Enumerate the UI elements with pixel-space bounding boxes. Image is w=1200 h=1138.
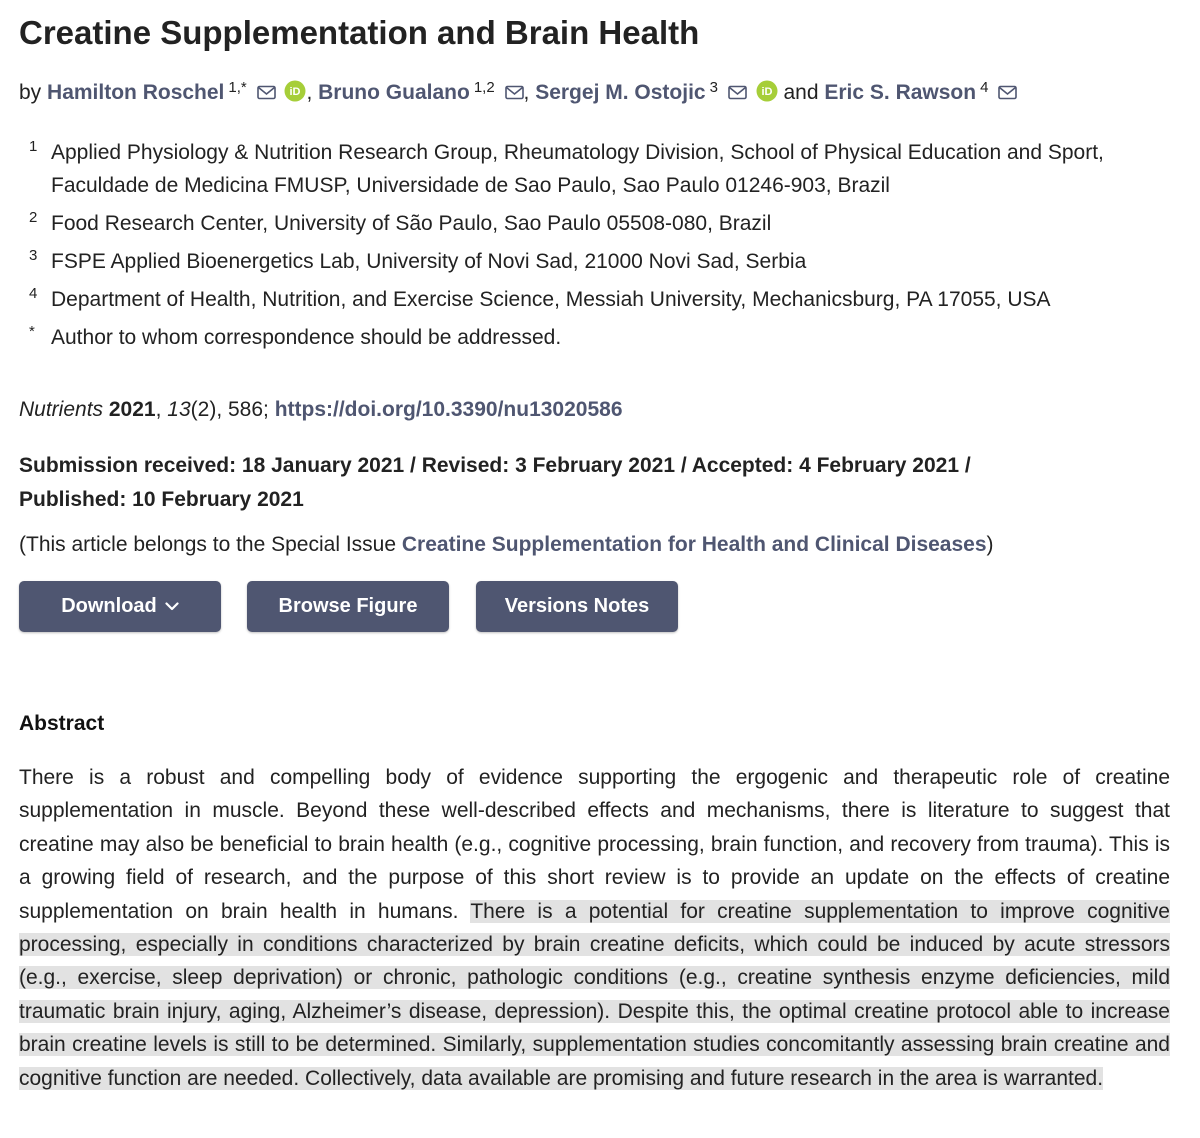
mail-icon[interactable] (257, 85, 276, 100)
mail-icon[interactable] (728, 85, 747, 100)
download-button[interactable] (19, 581, 221, 632)
author-name-rawson[interactable]: Eric S. Rawson (824, 81, 977, 104)
browse-figure-button[interactable]: Browse Figure (247, 581, 449, 632)
and-label: and (783, 81, 819, 104)
affiliation-number: * (29, 323, 35, 340)
author-separator: , (523, 81, 530, 104)
special-issue-link[interactable]: Creatine Supplementation for Health and Clinical Diseases (401, 533, 987, 556)
citation-volume: 13 (167, 398, 191, 421)
by-label: by (19, 81, 42, 104)
versions-notes-button[interactable]: Versions Notes (476, 581, 678, 632)
affiliation-text: Applied Physiology & Nutrition Research Group, Rheumatology Division, School of Physical Education and Sport, Faculdade de Medicina FMUSP, Universidade de Sao Paulo, Sao Paulo 01246-903, Brazil (51, 141, 1104, 197)
dates-line-2: Published: 10 February 2021 (19, 488, 304, 511)
citation-separator: , (155, 398, 162, 421)
affiliation-number: 2 (29, 209, 38, 226)
citation-pages: , 586; (216, 398, 275, 421)
publication-dates (19, 449, 1171, 517)
citation-issue: (2) (190, 398, 217, 421)
author-affiliation-sup: 4 (980, 79, 989, 96)
correspondence-note (19, 321, 1171, 354)
affiliation-item (19, 207, 1171, 240)
citation-year: 2021 (108, 398, 156, 421)
author-name-roschel[interactable]: Hamilton Roschel (47, 81, 225, 104)
author-list (19, 74, 1017, 107)
affiliation-item (19, 136, 1171, 202)
mail-icon[interactable] (505, 85, 524, 100)
doi-link[interactable]: https://doi.org/10.3390/nu13020586 (274, 398, 623, 421)
svg-text:iD: iD (761, 86, 773, 98)
affiliation-number: 3 (29, 247, 38, 264)
special-issue-suffix: ) (986, 533, 994, 556)
affiliation-text: Food Research Center, University of São Paulo, Sao Paulo 05508-080, Brazil (51, 212, 772, 235)
author-separator: , (306, 81, 313, 104)
dates-line-1: Submission received: 18 January 2021 / Revised: 3 February 2021 / Accepted: 4 February 2021 / (19, 454, 971, 477)
author-affiliation-sup: 1,2 (473, 79, 495, 96)
citation-line (19, 398, 623, 422)
abstract-text-highlighted: There is a potential for creatine supplementation to improve cognitive processing, especially in conditions characterized by brain creatine deficits, which could be induced by acute stressors (e.g., exercise, sleep deprivation) or chronic, pathologic conditions (e.g., creatine synthesis enzyme deficiencies, mild traumatic brain injury, aging, Alzheimer’s disease, depression). Despite this, the optimal creatine protocol able to increase brain creatine levels is still to be determined. Similarly, supplementation studies concomitantly assessing brain creatine and cognitive function are needed. Collectively, data available are promising and future research in the area is warranted. (19, 899, 1170, 1090)
article-title: Creatine Supplementation and Brain Health (19, 14, 700, 51)
orcid-icon[interactable] (284, 80, 306, 102)
affiliation-item (19, 283, 1171, 316)
affiliation-text: FSPE Applied Bioenergetics Lab, University of Novi Sad, 21000 Novi Sad, Serbia (51, 250, 807, 273)
affiliation-number: 4 (29, 285, 38, 302)
abstract-text-plain: There is a robust and compelling body of evidence supporting the ergogenic and therapeutic role of creatine supplementation in muscle. Beyond these well-described effects and mechanisms, there is literature to suggest that creatine may also be beneficial to brain health (e.g., cognitive processing, brain function, and recovery from trauma). This is a growing field of research, and the purpose of this short review is to provide an update on the effects of creatine supplementation on brain health in humans. (19, 766, 1170, 923)
author-name-gualano[interactable]: Bruno Gualano (318, 81, 470, 104)
author-affiliation-sup: 1,* (228, 79, 247, 96)
affiliation-text: Department of Health, Nutrition, and Exercise Science, Messiah University, Mechanicsburg, PA 17055, USA (51, 288, 1051, 311)
abstract-heading: Abstract (19, 712, 105, 735)
abstract-body (19, 761, 1170, 1095)
journal-name: Nutrients (19, 398, 104, 421)
mail-icon[interactable] (998, 85, 1017, 100)
author-name-ostojic[interactable]: Sergej M. Ostojic (535, 81, 706, 104)
special-issue-note (19, 533, 994, 557)
author-affiliation-sup: 3 (709, 79, 718, 96)
affiliation-number: 1 (29, 138, 38, 155)
chevron-down-icon (165, 602, 179, 611)
svg-text:iD: iD (289, 86, 301, 98)
special-issue-prefix: (This article belongs to the Special Issue (19, 533, 402, 556)
affiliation-text: Author to whom correspondence should be addressed. (51, 326, 562, 349)
download-button-label: Download (61, 595, 157, 617)
affiliation-item (19, 245, 1171, 278)
orcid-icon[interactable] (756, 80, 778, 102)
affiliation-list (19, 136, 1171, 359)
